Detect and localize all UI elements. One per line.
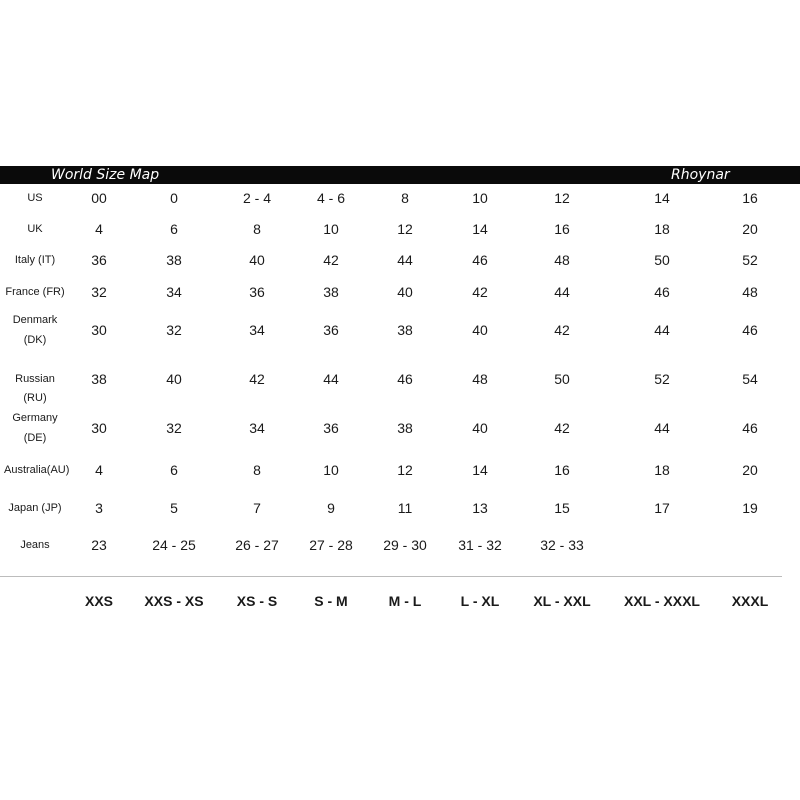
size-cell: 12 bbox=[397, 462, 413, 478]
size-cell: 38 bbox=[323, 284, 339, 300]
row-label: UK bbox=[27, 223, 43, 235]
size-cell: 44 bbox=[654, 322, 670, 338]
size-cell: 32 bbox=[166, 322, 182, 338]
size-cell: 48 bbox=[742, 284, 758, 300]
size-cell: 16 bbox=[554, 221, 570, 237]
size-cell: 13 bbox=[472, 500, 488, 516]
size-cell: 10 bbox=[472, 190, 488, 206]
size-cell: 8 bbox=[253, 221, 261, 237]
footer-size-label: XXS bbox=[84, 593, 113, 609]
size-cell: 48 bbox=[554, 252, 570, 268]
size-cell: 26 - 27 bbox=[235, 537, 279, 553]
size-cell: 42 bbox=[554, 420, 570, 436]
size-cell: 24 - 25 bbox=[152, 537, 196, 553]
size-cell: 00 bbox=[91, 190, 107, 206]
size-cell: 4 bbox=[95, 221, 103, 237]
size-cell: 12 bbox=[554, 190, 570, 206]
size-cell: 42 bbox=[323, 252, 339, 268]
footer-size-label: S - M bbox=[314, 593, 348, 609]
footer-size-label: M - L bbox=[388, 593, 422, 609]
size-cell: 14 bbox=[472, 462, 488, 478]
size-cell: 38 bbox=[397, 322, 413, 338]
row-label: Germany (DE) bbox=[12, 412, 58, 444]
size-cell: 31 - 32 bbox=[458, 537, 502, 553]
size-cell: 46 bbox=[472, 252, 488, 268]
size-cell: 38 bbox=[91, 371, 107, 387]
size-cell: 40 bbox=[166, 371, 182, 387]
size-cell: 32 bbox=[166, 420, 182, 436]
size-cell: 42 bbox=[472, 284, 488, 300]
size-cell: 44 bbox=[323, 371, 339, 387]
footer-size-label: XXS - XS bbox=[144, 593, 204, 609]
size-cell: 8 bbox=[253, 462, 261, 478]
size-cell: 23 bbox=[91, 537, 107, 553]
footer-size-label: XXXL bbox=[731, 593, 769, 609]
size-cell: 52 bbox=[654, 371, 670, 387]
size-cell: 2 - 4 bbox=[242, 190, 271, 206]
size-cell: 40 bbox=[397, 284, 413, 300]
size-cell: 40 bbox=[472, 322, 488, 338]
size-cell: 27 - 28 bbox=[309, 537, 353, 553]
size-cell: 46 bbox=[742, 322, 758, 338]
size-cell: 34 bbox=[166, 284, 182, 300]
size-cell: 3 bbox=[95, 500, 103, 516]
size-cell: 6 bbox=[170, 221, 178, 237]
row-label: US bbox=[27, 192, 43, 204]
size-cell: 14 bbox=[654, 190, 670, 206]
size-cell: 29 - 30 bbox=[383, 537, 427, 553]
size-cell: 38 bbox=[397, 420, 413, 436]
size-cell: 4 - 6 bbox=[316, 190, 345, 206]
size-cell: 38 bbox=[166, 252, 182, 268]
size-cell: 34 bbox=[249, 420, 265, 436]
brand-name: Rhoynar bbox=[671, 167, 730, 183]
size-cell: 46 bbox=[742, 420, 758, 436]
size-cell: 36 bbox=[323, 420, 339, 436]
size-cell: 36 bbox=[91, 252, 107, 268]
divider-line bbox=[0, 576, 782, 577]
size-cell: 20 bbox=[742, 221, 758, 237]
footer-size-label: L - XL bbox=[460, 593, 500, 609]
footer-size-label: XS - S bbox=[236, 593, 278, 609]
size-cell: 32 bbox=[91, 284, 107, 300]
size-cell: 42 bbox=[554, 322, 570, 338]
size-cell: 30 bbox=[91, 420, 107, 436]
size-cell: 54 bbox=[742, 371, 758, 387]
size-cell: 44 bbox=[654, 420, 670, 436]
footer-size-label: XL - XXL bbox=[533, 593, 591, 609]
row-label: France (FR) bbox=[5, 286, 65, 298]
size-cell: 0 bbox=[170, 190, 178, 206]
footer-size-label: XXL - XXXL bbox=[624, 593, 700, 609]
size-cell: 40 bbox=[249, 252, 265, 268]
size-cell: 20 bbox=[742, 462, 758, 478]
size-cell: 46 bbox=[654, 284, 670, 300]
row-label: Italy (IT) bbox=[14, 254, 56, 266]
size-cell: 48 bbox=[472, 371, 488, 387]
size-cell: 7 bbox=[253, 500, 261, 516]
size-cell: 9 bbox=[327, 500, 335, 516]
size-cell: 16 bbox=[554, 462, 570, 478]
size-cell: 32 - 33 bbox=[540, 537, 584, 553]
size-cell: 50 bbox=[654, 252, 670, 268]
size-cell: 19 bbox=[742, 500, 758, 516]
size-cell: 34 bbox=[249, 322, 265, 338]
size-cell: 36 bbox=[249, 284, 265, 300]
size-cell: 15 bbox=[554, 500, 570, 516]
row-label: Japan (JP) bbox=[8, 502, 62, 514]
size-cell: 44 bbox=[397, 252, 413, 268]
size-cell: 10 bbox=[323, 221, 339, 237]
size-cell: 18 bbox=[654, 221, 670, 237]
size-cell: 6 bbox=[170, 462, 178, 478]
size-cell: 44 bbox=[554, 284, 570, 300]
size-cell: 12 bbox=[397, 221, 413, 237]
size-cell: 18 bbox=[654, 462, 670, 478]
size-cell: 52 bbox=[742, 252, 758, 268]
size-cell: 42 bbox=[249, 371, 265, 387]
row-label: Russian (RU) bbox=[15, 373, 55, 404]
size-cell: 46 bbox=[397, 371, 413, 387]
size-cell: 16 bbox=[742, 190, 758, 206]
size-cell: 36 bbox=[323, 322, 339, 338]
chart-title: World Size Map bbox=[51, 167, 160, 183]
size-cell: 10 bbox=[323, 462, 339, 478]
size-cell: 5 bbox=[170, 500, 178, 516]
size-cell: 8 bbox=[401, 190, 409, 206]
size-cell: 40 bbox=[472, 420, 488, 436]
size-cell: 17 bbox=[654, 500, 670, 516]
size-cell: 30 bbox=[91, 322, 107, 338]
size-cell: 14 bbox=[472, 221, 488, 237]
size-cell: 4 bbox=[95, 462, 103, 478]
row-label: Denmark (DK) bbox=[12, 314, 58, 346]
row-label: Jeans bbox=[20, 539, 50, 551]
row-label: Australia(AU) bbox=[4, 464, 70, 476]
size-cell: 11 bbox=[397, 500, 413, 516]
size-cell: 50 bbox=[554, 371, 570, 387]
